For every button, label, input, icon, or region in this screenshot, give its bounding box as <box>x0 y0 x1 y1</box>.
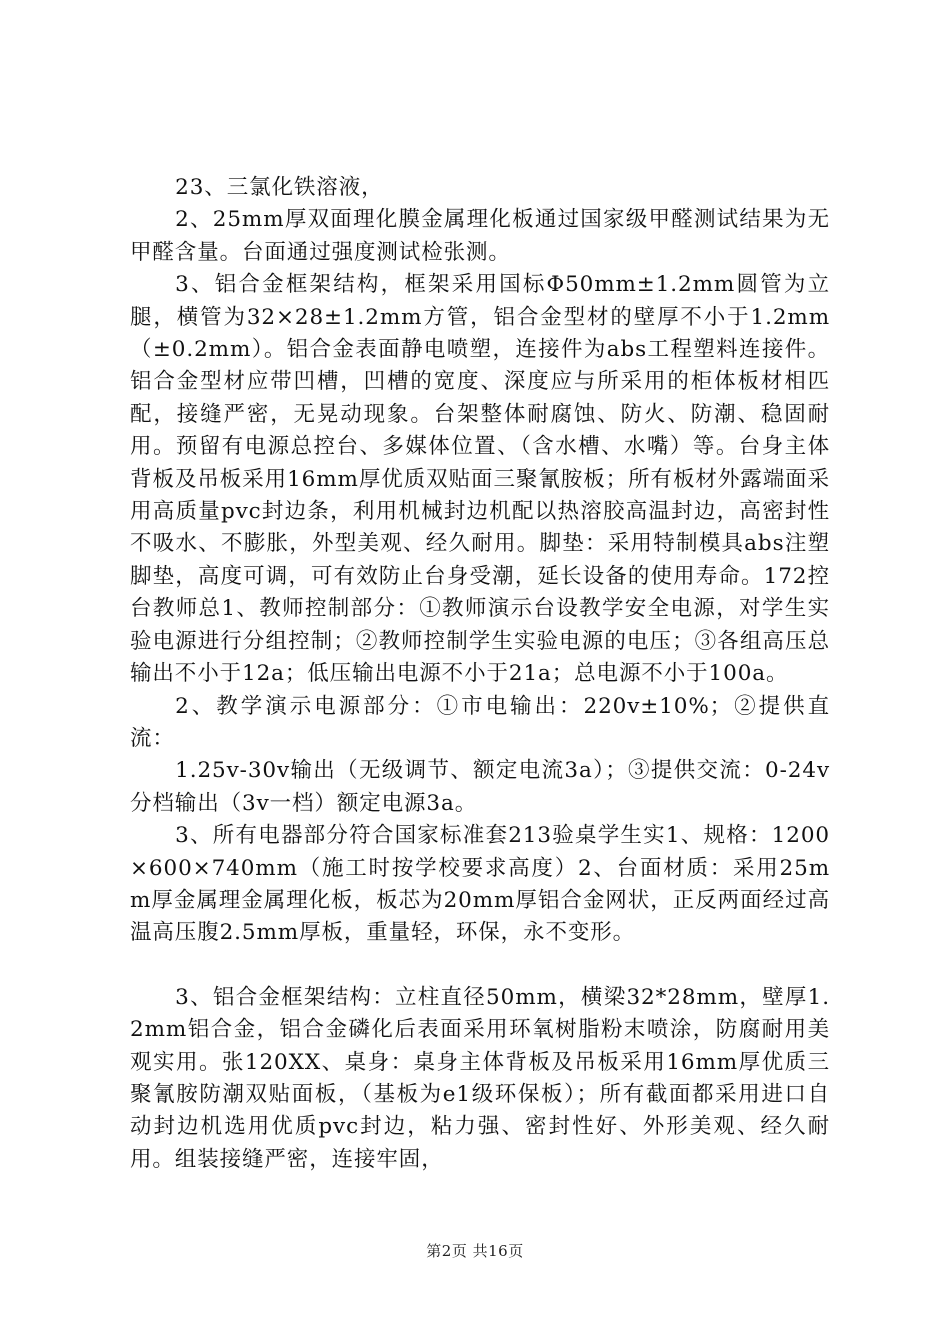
paragraph-reagent-item: 23、三氯化铁溶液， <box>175 175 384 200</box>
page-number-footer: 第2页 共16页 <box>426 1242 524 1260</box>
paragraph-frame-structure: 3、铝合金框架结构，框架采用国标Φ50mm±1.2mm圆管为立腿，横管为32×28±1.2mm方管，铝合金型材的壁厚不小于1.2mm（±0.2mm）。铝合金表面静电喷塑，连接件为abs工程塑料连接件。铝合金型材应带凹槽，凹槽的宽度、深度应与所采用的柜体板材相匹配，接缝严密，无晃动现象。台架整体耐腐蚀、防火、防潮、稳固耐用。预留有电源总控台、多媒体位置、（含水槽、水嘴）等。台身主体背板及吊板采用16mm厚优质双贴面三聚氰胺板；所有板材外露端面采用高质量pvc封边条，利用机械封边机配以热溶胶高温封边，高密封性不吸水、不膨胀，外型美观、经久耐用。脚垫：采用特制模具abs注塑脚垫，高度可调，可有效防止台身受潮，延长设备的使用寿命。172控台教师总1、教师控制部分：①教师演示台设教学安全电源，对学生实验电源进行分组控制；②教师控制学生实验电源的电压；③各组高压总输出不小于12a；低压输出电源不小于21a；总电源不小于100a。 <box>130 272 830 687</box>
paragraph-student-bench-spec: 3、所有电器部分符合国家标准套213验桌学生实1、规格：1200×600×740mm（施工时按学校要求高度）2、台面材质：采用25mm厚金属理金属理化板，板芯为20mm厚铝合金网状，正反两面经过高温高压腹2.5mm厚板，重量轻，环保，永不变形。 <box>130 823 830 946</box>
paragraph-power-section: 2、教学演示电源部分：①市电输出：220v±10%；②提供直流： <box>130 693 830 751</box>
paragraph-tabletop-test: 2、25mm厚双面理化膜金属理化板通过国家级甲醛测试结果为无甲醛含量。台面通过强度测试检张测。 <box>130 207 830 265</box>
paragraph-gap <box>130 950 830 982</box>
paragraph-dc-ac-output: 1.25v-30v输出（无级调节、额定电流3a）；③提供交流：0-24v分档输出（3v一档）额定电源3a。 <box>130 758 830 816</box>
document-body <box>130 172 830 1176</box>
paragraph-bench-frame: 3、铝合金框架结构：立柱直径50mm，横梁32*28mm，壁厚1.2mm铝合金，铝合金磷化后表面采用环氧树脂粉末喷涂，防腐耐用美观实用。张120XX、桌身：桌身主体背板及吊板采用16mm厚优质三聚氰胺防潮双贴面板，（基板为e1级环保板）；所有截面都采用进口自动封边机选用优质pvc封边，粘力强、密封性好、外形美观、经久耐用。组装接缝严密，连接牢固， <box>130 984 830 1172</box>
